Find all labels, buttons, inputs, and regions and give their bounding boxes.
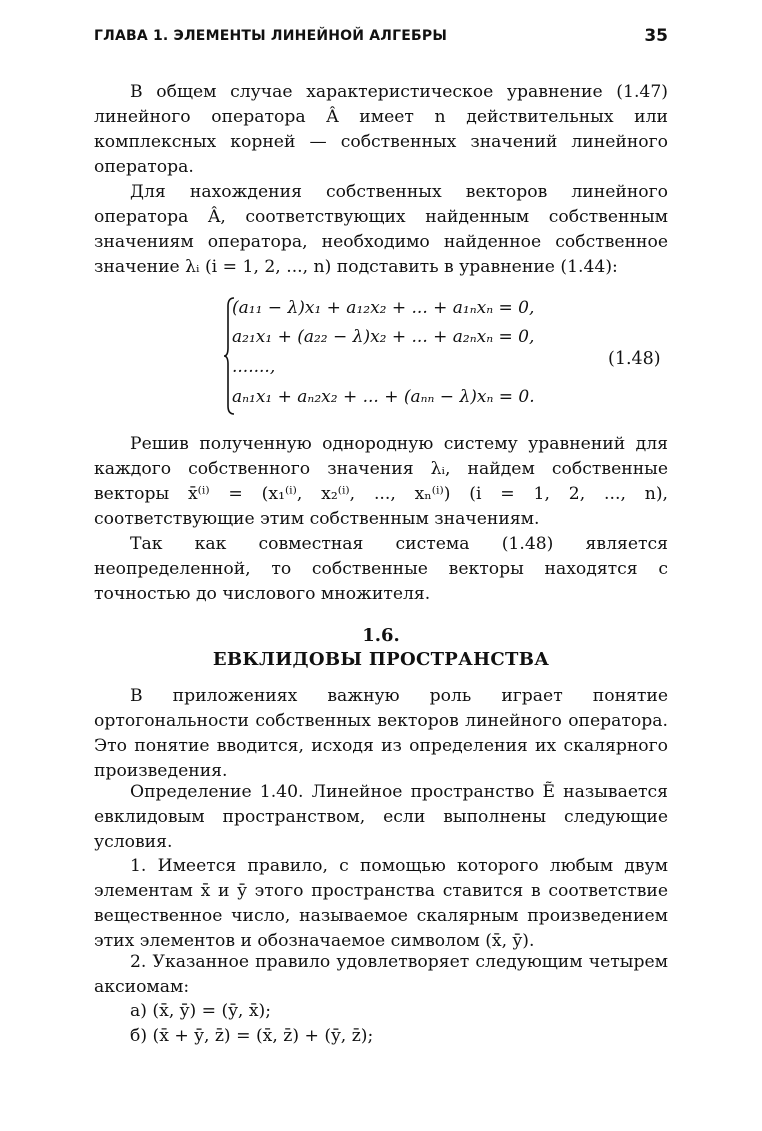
equation-row: (a₁₁ − λ)x₁ + a₁₂x₂ + ... + a₁ₙxₙ = 0, xyxy=(232,298,535,318)
equation-system xyxy=(224,296,668,416)
condition-2: 2. Указанное правило удовлетворяет следующим четырем аксиомам: xyxy=(94,952,668,997)
equation-row: aₙ₁x₁ + aₙ₂x₂ + ... + (aₙₙ − λ)xₙ = 0. xyxy=(232,387,535,407)
page-number: 35 xyxy=(644,26,668,46)
axiom-b: б) (x̄ + ȳ, z̄) = (x̄, z̄) + (ȳ, z̄); xyxy=(130,1026,374,1046)
chapter-title: ГЛАВА 1. ЭЛЕМЕНТЫ ЛИНЕЙНОЙ АЛГЕБРЫ xyxy=(94,28,448,44)
definition-1-40: Определение 1.40. Линейное пространство Ẽ называется евклидовым пространством, если выполнены следующие условия. xyxy=(94,782,668,852)
section-title: ЕВКЛИДОВЫ ПРОСТРАНСТВА xyxy=(212,649,550,670)
condition-1: 1. Имеется правило, с помощью которого любым двум элементам x̄ и ȳ этого пространства ставится в соответствие вещественное число, называемое скалярным произведением этих элементов и обозначаемое символом (x̄, ȳ). xyxy=(94,856,668,951)
paragraph-orthogonality: В приложениях важную роль играет понятие ортогональности собственных векторов линейного оператора. Это понятие вводится, исходя из определения их скалярного произведения. xyxy=(94,686,668,781)
section-number: 1.6. xyxy=(362,625,400,646)
paragraph-homogeneous-solution: Решив полученную однородную систему уравнений для каждого собственного значения λᵢ, найдем собственные векторы x̄⁽ⁱ⁾ = (x₁⁽ⁱ⁾, x₂⁽ⁱ⁾, ..., xₙ⁽ⁱ⁾) (i = 1, 2, ..., n), соответствующие этим собственным значениям. xyxy=(94,434,668,529)
axiom-a: а) (x̄, ȳ) = (ȳ, x̄); xyxy=(130,1001,272,1021)
equation-row: ......., xyxy=(232,357,276,377)
paragraph-characteristic-equation: В общем случае характеристическое уравнение (1.47) линейного оператора Â имеет n действительных или комплексных корней — собственных значений линейного оператора. xyxy=(94,82,668,177)
paragraph-indeterminate-system: Так как совместная система (1.48) является неопределенной, то собственные векторы находятся с точностью до числового множителя. xyxy=(94,534,668,604)
running-header xyxy=(94,28,668,52)
paragraph-eigenvector-search: Для нахождения собственных векторов линейного оператора Â, соответствующих найденным собственным значениям оператора, необходимо найденное собственное значение λᵢ (i = 1, 2, ..., n) подставить в уравнение (1.44): xyxy=(94,182,668,277)
equation-number: (1.48) xyxy=(608,349,661,369)
equation-row: a₂₁x₁ + (a₂₂ − λ)x₂ + ... + a₂ₙxₙ = 0, xyxy=(232,327,535,347)
